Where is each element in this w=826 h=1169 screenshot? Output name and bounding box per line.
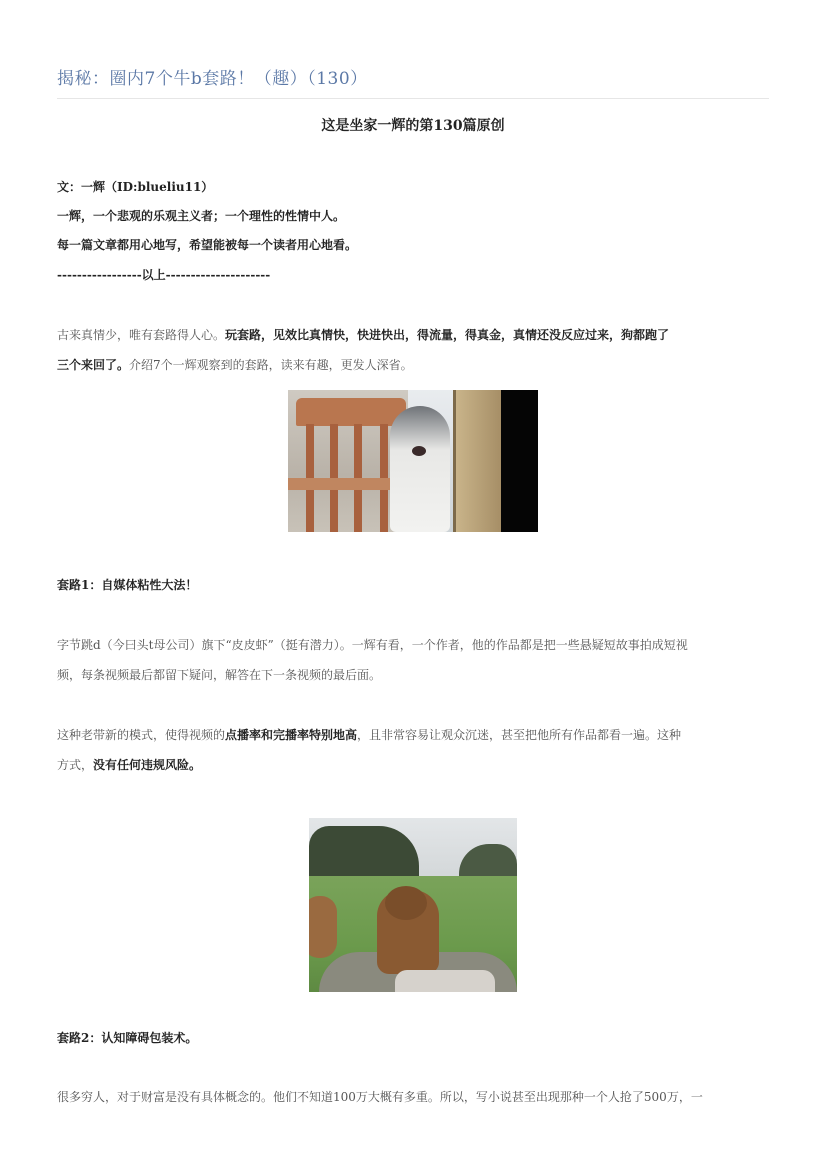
article-subtitle: 这是坐家一辉的第130篇原创 <box>321 118 505 134</box>
section2-heading: 套路2：认知障碍包装术。 <box>57 1031 198 1045</box>
author-bio: 一辉，一个悲观的乐观主义者；一个理性的性情中人。 <box>57 209 346 223</box>
intro-text-normal: 古来真情少，唯有套路得人心。 <box>57 328 226 342</box>
section2-p1-line1: 很多穷人，对于财富是没有具体概念的。他们不知道100万大概有多重。所以，写小说甚至出现那种一个人抢了500万，一 <box>57 1090 703 1104</box>
husky-dog-image <box>288 390 538 532</box>
section1-p1-line1: 字节跳d（今曰头t母公司）旗下“皮皮虾”（挺有潜力）。一辉有看，一个作者，他的作品都是把一些悬疑短故事拍成短视 <box>57 638 688 652</box>
section1-paragraph-2 <box>57 720 769 780</box>
section1-p2-c: 方式， <box>57 758 94 772</box>
section2-paragraph-1 <box>57 1082 769 1112</box>
section1-p2-b: ，且非常容易让观众沉迷，甚至把他所有作品都看一遍。这种 <box>357 728 682 742</box>
article-title: 揭秘：圈内7个牛b套路！（趣）（130） <box>57 69 368 89</box>
section1-paragraph-1 <box>57 630 769 690</box>
section1-p2-bold2: 没有任何违规风险。 <box>93 758 202 772</box>
intro-text-bold-2: 三个来回了。 <box>57 358 130 372</box>
author-motto: 每一篇文章都用心地写，希望能被每一个读者用心地看。 <box>57 238 358 252</box>
section1-p2-bold: 点播率和完播率特别地高 <box>225 728 358 742</box>
bear-image <box>309 818 517 992</box>
author-line: 文：一辉（ID:blueliu11） <box>57 180 214 194</box>
title-divider <box>57 98 769 99</box>
section-divider-text: -----------------以上--------------------- <box>57 268 271 282</box>
intro-paragraph <box>57 320 769 380</box>
section1-p2-a: 这种老带新的模式，使得视频的 <box>57 728 226 742</box>
section1-heading: 套路1：自媒体粘性大法！ <box>57 578 198 592</box>
intro-text-normal-2: 介绍7个一辉观察到的套路，读来有趣，更发人深省。 <box>129 358 413 372</box>
section1-p1-line2: 频，每条视频最后都留下疑问，解答在下一条视频的最后面。 <box>57 668 382 682</box>
intro-text-bold: 玩套路，见效比真情快，快进快出，得流量，得真金，真情还没反应过来，狗都跑了 <box>225 328 670 342</box>
